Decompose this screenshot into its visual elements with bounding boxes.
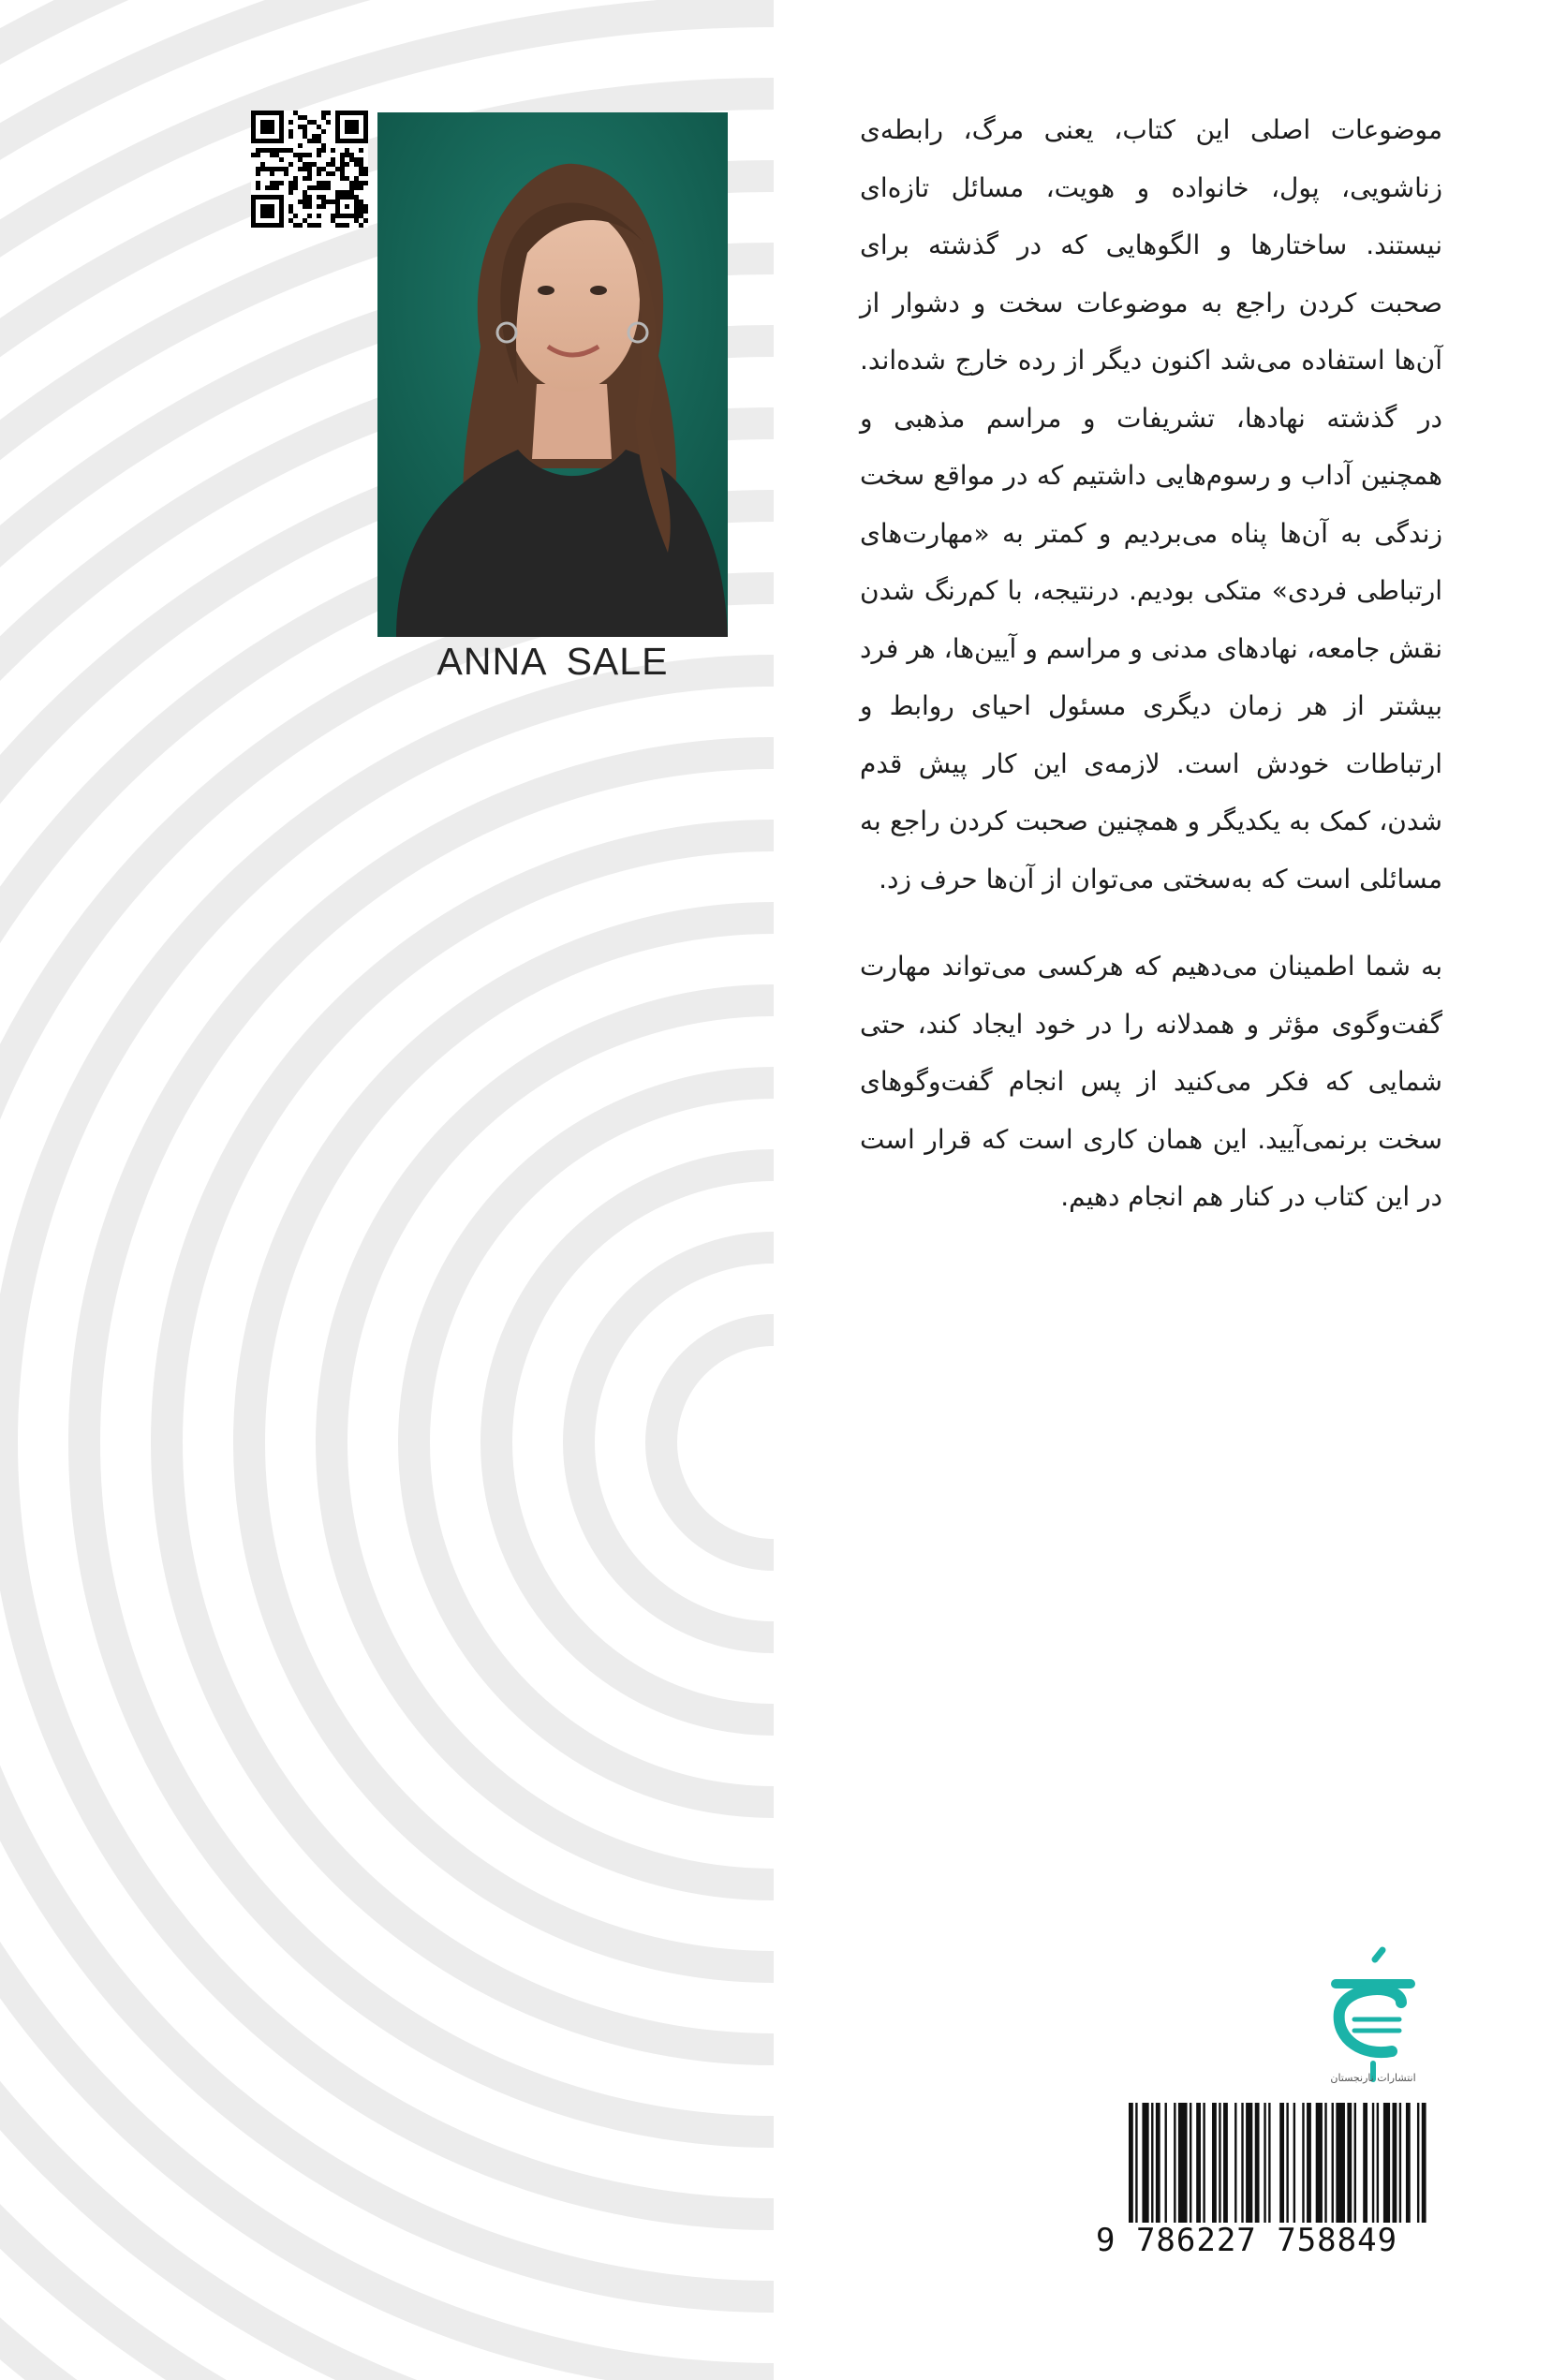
qr-module bbox=[340, 176, 345, 181]
qr-module bbox=[288, 204, 293, 209]
qr-module bbox=[303, 134, 307, 139]
qr-module bbox=[340, 171, 345, 176]
qr-module bbox=[307, 185, 312, 190]
qr-module bbox=[307, 204, 312, 209]
qr-module bbox=[335, 167, 340, 171]
qr-module bbox=[321, 195, 326, 200]
qr-module bbox=[307, 214, 312, 218]
qr-module bbox=[288, 218, 293, 223]
qr-module bbox=[317, 195, 321, 200]
qr-module bbox=[354, 185, 359, 190]
qr-module bbox=[293, 176, 298, 181]
barcode-bar bbox=[1417, 2103, 1419, 2223]
qr-module bbox=[303, 190, 307, 195]
qr-module bbox=[307, 176, 312, 181]
qr-module bbox=[288, 120, 293, 125]
qr-module bbox=[298, 143, 303, 148]
qr-module bbox=[288, 185, 293, 190]
qr-module bbox=[312, 185, 317, 190]
qr-module bbox=[265, 185, 270, 190]
qr-module bbox=[321, 148, 326, 153]
barcode-bar bbox=[1151, 2103, 1153, 2223]
qr-module bbox=[317, 125, 321, 129]
qr-module bbox=[326, 162, 331, 167]
qr-module bbox=[321, 111, 326, 115]
qr-module bbox=[288, 190, 293, 195]
qr-module bbox=[303, 218, 307, 223]
qr-module bbox=[260, 167, 265, 171]
qr-module bbox=[312, 120, 317, 125]
qr-module bbox=[293, 214, 298, 218]
qr-module bbox=[321, 200, 326, 204]
qr-module bbox=[326, 111, 331, 115]
qr-module bbox=[331, 162, 335, 167]
qr-module bbox=[331, 171, 335, 176]
barcode-bar bbox=[1165, 2103, 1167, 2223]
qr-module bbox=[345, 176, 349, 181]
qr-module bbox=[354, 181, 359, 185]
barcode-bar bbox=[1212, 2103, 1217, 2223]
qr-module bbox=[307, 120, 312, 125]
barcode-bar bbox=[1293, 2103, 1295, 2223]
qr-module bbox=[288, 209, 293, 214]
barcode-bar bbox=[1372, 2103, 1374, 2223]
qr-module bbox=[340, 223, 345, 228]
qr-module bbox=[303, 125, 307, 129]
qr-module bbox=[303, 195, 307, 200]
qr-module bbox=[256, 185, 260, 190]
qr-module bbox=[288, 134, 293, 139]
qr-module bbox=[307, 223, 312, 228]
barcode-bar bbox=[1393, 2103, 1397, 2223]
qr-module bbox=[359, 223, 363, 228]
qr-module bbox=[335, 190, 340, 195]
barcode-bar bbox=[1324, 2103, 1326, 2223]
qr-module bbox=[260, 120, 274, 134]
qr-module bbox=[270, 185, 274, 190]
qr-module bbox=[317, 148, 321, 153]
qr-module bbox=[307, 195, 312, 200]
qr-module bbox=[312, 139, 317, 143]
qr-module bbox=[331, 200, 335, 204]
qr-module bbox=[298, 167, 303, 171]
barcode-bar bbox=[1203, 2103, 1205, 2223]
qr-module bbox=[321, 143, 326, 148]
qr-module bbox=[256, 153, 260, 157]
qr-module bbox=[326, 120, 331, 125]
qr-module bbox=[363, 204, 368, 209]
qr-module bbox=[303, 153, 307, 157]
barcode-bar bbox=[1406, 2103, 1411, 2223]
barcode-bar bbox=[1354, 2103, 1356, 2223]
barcode-bar bbox=[1142, 2103, 1148, 2223]
barcode-bar bbox=[1135, 2103, 1137, 2223]
qr-module bbox=[354, 218, 359, 223]
qr-module bbox=[340, 167, 345, 171]
qr-module bbox=[317, 134, 321, 139]
qr-module bbox=[340, 153, 345, 157]
qr-module bbox=[293, 111, 298, 115]
qr-module bbox=[288, 181, 293, 185]
barcode-bar bbox=[1234, 2103, 1236, 2223]
barcode-bar bbox=[1332, 2103, 1334, 2223]
isbn-number: 9 786227 758849 bbox=[1096, 2222, 1398, 2259]
qr-module bbox=[298, 115, 303, 120]
qr-module bbox=[317, 185, 321, 190]
qr-module bbox=[317, 153, 321, 157]
qr-module bbox=[265, 148, 270, 153]
qr-module bbox=[288, 162, 293, 167]
author-photo bbox=[377, 112, 728, 637]
barcode-bar bbox=[1383, 2103, 1390, 2223]
qr-module bbox=[312, 162, 317, 167]
qr-module bbox=[288, 129, 293, 134]
qr-module bbox=[303, 204, 307, 209]
qr-module bbox=[260, 148, 265, 153]
qr-module bbox=[274, 181, 279, 185]
publisher-logo-graphic bbox=[1317, 1946, 1429, 2087]
qr-module bbox=[359, 162, 363, 167]
book-description bbox=[860, 101, 1442, 1226]
author-name: ANNA SALE bbox=[436, 640, 669, 683]
qr-module bbox=[331, 148, 335, 153]
qr-module bbox=[359, 148, 363, 153]
description-paragraph-1: موضوعات اصلی این کتاب، یعنی مرگ، رابطه‌ی زناشویی، پول، خانواده و هویت، مسائل تازه‌ای نیستند. ساختارها و الگوهایی که در گذشته برای صحبت کردن راجع به موضوعات سخت و دشوار از آن‌ها استفاده می‌شد اکنون دیگر از رده خارج شده‌اند. در گذشته نهادها، تشریفات و مراسم مذهبی و همچنین آداب و رسوم‌هایی داشتیم که در مواقع سخت زندگی به آن‌ها پناه می‌بردیم و کمتر به «مهارت‌های ارتباطی فردی» متکی بودیم. درنتیجه، با کم‌رنگ شدن نقش جامعه، نهادهای مدنی و مراسم و آیین‌ها، هر فرد بیشتر از هر زمان دیگری مسئول احیای روابط و ارتباطات خودش است. لازمه‌ی این کار پیش قدم شدن، کمک به یکدیگر و همچنین صحبت کردن راجع به مسائلی است که به‌سختی می‌توان از آن‌ها حرف زد. bbox=[860, 114, 1442, 894]
barcode-bar bbox=[1347, 2103, 1352, 2223]
qr-module bbox=[279, 181, 284, 185]
isbn-barcode bbox=[1129, 2103, 1428, 2241]
barcode-bar bbox=[1286, 2103, 1288, 2223]
qr-module bbox=[307, 171, 312, 176]
qr-module bbox=[363, 209, 368, 214]
barcode-bar bbox=[1129, 2103, 1133, 2223]
qr-module bbox=[298, 125, 303, 129]
qr-module bbox=[274, 167, 279, 171]
qr-module bbox=[256, 148, 260, 153]
qr-module bbox=[312, 134, 317, 139]
barcode-bar bbox=[1190, 2103, 1191, 2223]
qr-module bbox=[303, 129, 307, 134]
qr-module bbox=[284, 171, 288, 176]
qr-module bbox=[270, 153, 274, 157]
qr-module bbox=[307, 200, 312, 204]
qr-module bbox=[270, 167, 274, 171]
qr-module bbox=[326, 200, 331, 204]
qr-module bbox=[256, 181, 260, 185]
qr-code[interactable] bbox=[251, 111, 368, 228]
qr-module bbox=[335, 223, 340, 228]
qr-module bbox=[279, 157, 284, 162]
qr-module bbox=[298, 223, 303, 228]
qr-module bbox=[274, 148, 279, 153]
qr-module bbox=[331, 214, 335, 218]
qr-module bbox=[359, 204, 363, 209]
qr-module bbox=[326, 171, 331, 176]
qr-module bbox=[284, 167, 288, 171]
qr-module bbox=[340, 157, 345, 162]
barcode-bar bbox=[1336, 2103, 1345, 2223]
qr-module bbox=[256, 167, 260, 171]
qr-module bbox=[363, 167, 368, 171]
qr-module bbox=[317, 181, 321, 185]
qr-module bbox=[317, 214, 321, 218]
qr-module bbox=[293, 181, 298, 185]
qr-module bbox=[303, 115, 307, 120]
qr-module bbox=[260, 204, 274, 218]
barcode-bar bbox=[1223, 2103, 1228, 2223]
qr-module bbox=[359, 167, 363, 171]
qr-module bbox=[326, 181, 331, 185]
qr-module bbox=[359, 157, 363, 162]
barcode-bar bbox=[1316, 2103, 1323, 2223]
qr-module bbox=[303, 200, 307, 204]
qr-module bbox=[307, 153, 312, 157]
qr-module bbox=[260, 162, 265, 167]
qr-module bbox=[359, 171, 363, 176]
qr-module bbox=[274, 153, 279, 157]
qr-module bbox=[317, 223, 321, 228]
qr-module bbox=[345, 162, 349, 167]
qr-module bbox=[349, 181, 354, 185]
qr-module bbox=[321, 181, 326, 185]
qr-module bbox=[326, 185, 331, 190]
qr-module bbox=[298, 200, 303, 204]
description-paragraph-2: به شما اطمینان می‌دهیم که هرکسی می‌تواند مهارت گفت‌وگوی مؤثر و همدلانه را در خود ایجاد کند، حتی شمایی که فکر می‌کنید از پس انجام گفت‌وگوهای سخت برنمی‌آیید. این همان کاری است که قرار است در این کتاب در کنار هم انجام دهیم. bbox=[860, 951, 1442, 1212]
qr-module bbox=[317, 167, 321, 171]
qr-module bbox=[321, 129, 326, 134]
barcode-bar bbox=[1264, 2103, 1265, 2223]
barcode-bar bbox=[1302, 2103, 1304, 2223]
author-portrait-image bbox=[377, 112, 728, 637]
qr-module bbox=[345, 223, 349, 228]
barcode-bar bbox=[1279, 2103, 1284, 2223]
qr-module bbox=[274, 185, 279, 190]
barcode-bar bbox=[1363, 2103, 1367, 2223]
qr-module bbox=[265, 167, 270, 171]
barcode-bar bbox=[1399, 2103, 1401, 2223]
qr-module bbox=[345, 120, 359, 134]
qr-module bbox=[354, 157, 359, 162]
qr-module bbox=[279, 148, 284, 153]
qr-module bbox=[345, 204, 349, 209]
barcode-bar bbox=[1178, 2103, 1188, 2223]
qr-module bbox=[363, 218, 368, 223]
barcode-bar bbox=[1156, 2103, 1160, 2223]
qr-module bbox=[363, 171, 368, 176]
qr-module bbox=[340, 190, 345, 195]
qr-module bbox=[331, 157, 335, 162]
qr-module bbox=[345, 148, 349, 153]
qr-module bbox=[359, 214, 363, 218]
qr-module bbox=[298, 157, 303, 162]
barcode-bar bbox=[1174, 2103, 1175, 2223]
qr-module bbox=[270, 171, 274, 176]
barcode-bar bbox=[1241, 2103, 1243, 2223]
qr-module bbox=[307, 167, 312, 171]
qr-module bbox=[359, 181, 363, 185]
qr-module bbox=[321, 115, 326, 120]
qr-module bbox=[293, 223, 298, 228]
qr-module bbox=[251, 153, 256, 157]
qr-module bbox=[288, 148, 293, 153]
qr-module bbox=[256, 171, 260, 176]
qr-module bbox=[279, 167, 284, 171]
qr-module bbox=[354, 176, 359, 181]
qr-module bbox=[345, 190, 349, 195]
qr-module bbox=[303, 176, 307, 181]
qr-module bbox=[312, 223, 317, 228]
qr-module bbox=[345, 153, 349, 157]
qr-module bbox=[354, 162, 359, 167]
barcode-bar bbox=[1422, 2103, 1426, 2223]
barcode-bar bbox=[1196, 2103, 1201, 2223]
qr-module bbox=[349, 153, 354, 157]
qr-module bbox=[317, 139, 321, 143]
arc-ring bbox=[661, 1330, 774, 1555]
qr-module bbox=[359, 209, 363, 214]
qr-module bbox=[321, 204, 326, 209]
arc-ring bbox=[332, 1000, 774, 1885]
qr-module bbox=[321, 185, 326, 190]
qr-module bbox=[293, 153, 298, 157]
barcode-bars bbox=[1129, 2103, 1428, 2241]
barcode-bar bbox=[1377, 2103, 1379, 2223]
qr-module bbox=[349, 157, 354, 162]
qr-module bbox=[298, 153, 303, 157]
qr-module bbox=[363, 181, 368, 185]
qr-module bbox=[307, 162, 312, 167]
qr-module bbox=[270, 181, 274, 185]
qr-module bbox=[340, 162, 345, 167]
publisher-logo-icon bbox=[1317, 1946, 1429, 2087]
qr-module bbox=[284, 148, 288, 153]
qr-module bbox=[349, 190, 354, 195]
qr-module bbox=[270, 148, 274, 153]
qr-module bbox=[349, 185, 354, 190]
qr-code-icon bbox=[251, 111, 368, 228]
barcode-bar bbox=[1255, 2103, 1260, 2223]
qr-module bbox=[331, 218, 335, 223]
qr-module bbox=[359, 185, 363, 190]
qr-module bbox=[359, 200, 363, 204]
qr-module bbox=[303, 162, 307, 167]
qr-module bbox=[321, 167, 326, 171]
barcode-bar bbox=[1307, 2103, 1311, 2223]
qr-module bbox=[317, 204, 321, 209]
qr-module bbox=[293, 185, 298, 190]
barcode-bar bbox=[1246, 2103, 1252, 2223]
qr-module bbox=[317, 171, 321, 176]
barcode-bar bbox=[1268, 2103, 1270, 2223]
publisher-name: انتشارات نارنجستان bbox=[1330, 2072, 1416, 2084]
qr-module bbox=[303, 167, 307, 171]
qr-module bbox=[307, 139, 312, 143]
barcode-bar bbox=[1219, 2103, 1220, 2223]
